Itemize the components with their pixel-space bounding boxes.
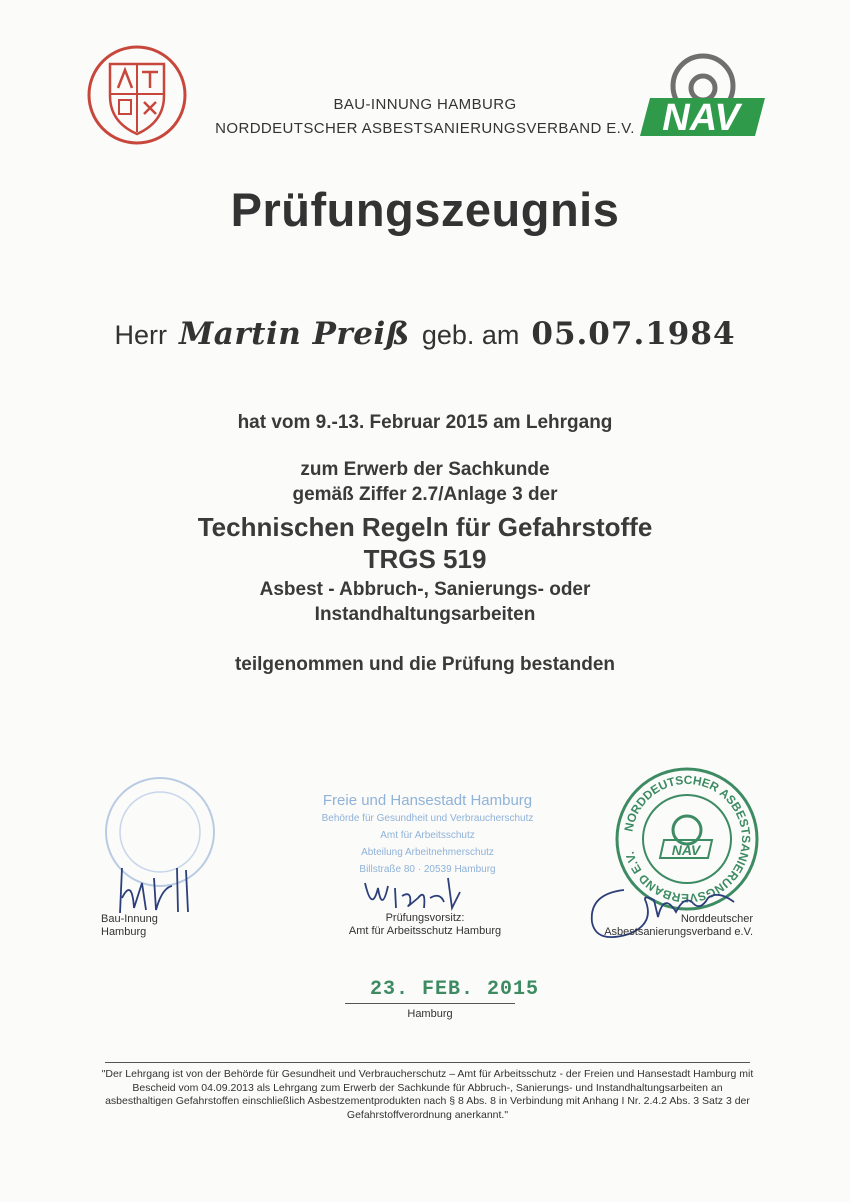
round-stamp-text: NORDDEUTSCHER ASBESTSANIERUNGSVERBAND E.V. xyxy=(621,772,754,906)
signature-middle-label xyxy=(330,912,520,938)
signature-right-label xyxy=(578,913,753,939)
signature-right-line-1: Norddeutscher xyxy=(680,913,753,925)
date-stamp: 23. FEB. 2015 xyxy=(370,978,540,1001)
authority-stamp-line-1: Freie und Hansestadt Hamburg xyxy=(322,792,533,809)
signature-middle-line-2: Amt für Arbeitsschutz Hamburg xyxy=(348,925,502,937)
svg-text:NAV: NAV xyxy=(662,97,740,139)
purpose-line-1: zum Erwerb der Sachkunde xyxy=(300,459,550,480)
signature-right-line-2: Asbestsanierungsverband e.V. xyxy=(604,926,753,938)
certificate-title: Prüfungszeugnis xyxy=(230,183,620,236)
signature-left-line-2: Hamburg xyxy=(101,926,147,938)
signature-left-label xyxy=(101,913,158,939)
purpose-line-2: gemäß Ziffer 2.7/Anlage 3 der xyxy=(292,484,558,505)
org-line-1: BAU-INNUNG HAMBURG xyxy=(333,96,517,113)
svg-text:NAV: NAV xyxy=(671,842,701,858)
date-rule xyxy=(345,1003,515,1004)
recipient-row xyxy=(0,316,850,352)
authority-stamp-line-3: Amt für Arbeitsschutz xyxy=(380,830,475,841)
regulation-title: Technischen Regeln für Gefahrstoffe xyxy=(197,512,653,542)
salutation: Herr xyxy=(114,320,167,350)
signature-left-line-1: Bau-Innung xyxy=(101,913,158,925)
born-label: geb. am xyxy=(421,320,520,350)
scope-line-1: Asbest - Abbruch-, Sanierungs- oder xyxy=(259,579,591,600)
scope-line-2: Instandhaltungsarbeiten xyxy=(314,604,536,625)
authority-stamp-line-5: Billstraße 80 · 20539 Hamburg xyxy=(359,864,496,875)
signature-middle-line-1: Prüfungsvorsitz: xyxy=(385,912,465,924)
recipient-name: Martin Preiß xyxy=(178,316,410,352)
result-statement: teilgenommen und die Prüfung bestanden xyxy=(234,654,616,675)
org-line-2: NORDDEUTSCHER ASBESTSANIERUNGSVERBAND E.V. xyxy=(215,120,635,137)
course-dates: hat vom 9.-13. Februar 2015 am Lehrgang xyxy=(237,412,613,433)
footnote: "Der Lehrgang ist von der Behörde für Gesundheit und Verbraucherschutz – Amt für Arbeitsschutz - der Freien und Hansestadt Hamburg mit Bescheid vom 04.09.2013 als Lehrgang zum Erwerb der Sachkunde für Abbruch-, Sanierungs- und Instandhaltungsarbeiten an asbesthaltigen Gefahrstoffen einschließlich Asbestzementprodukten nach § 8 Abs. 8 in Verbindung mit Anhang I Nr. 2.4.2 Abs. 3 Satz 3 der Gefahrstoffverordnung anerkannt." xyxy=(101,1068,754,1121)
date-city: Hamburg xyxy=(407,1008,453,1020)
birth-date: 05.07.1984 xyxy=(531,316,736,352)
footnote-rule xyxy=(105,1062,750,1063)
authority-stamp xyxy=(295,792,560,878)
authority-stamp-line-4: Abteilung Arbeitnehmerschutz xyxy=(361,847,494,858)
regulation-code: TRGS 519 xyxy=(363,544,487,574)
authority-stamp-line-2: Behörde für Gesundheit und Verbraucherschutz xyxy=(321,813,534,824)
